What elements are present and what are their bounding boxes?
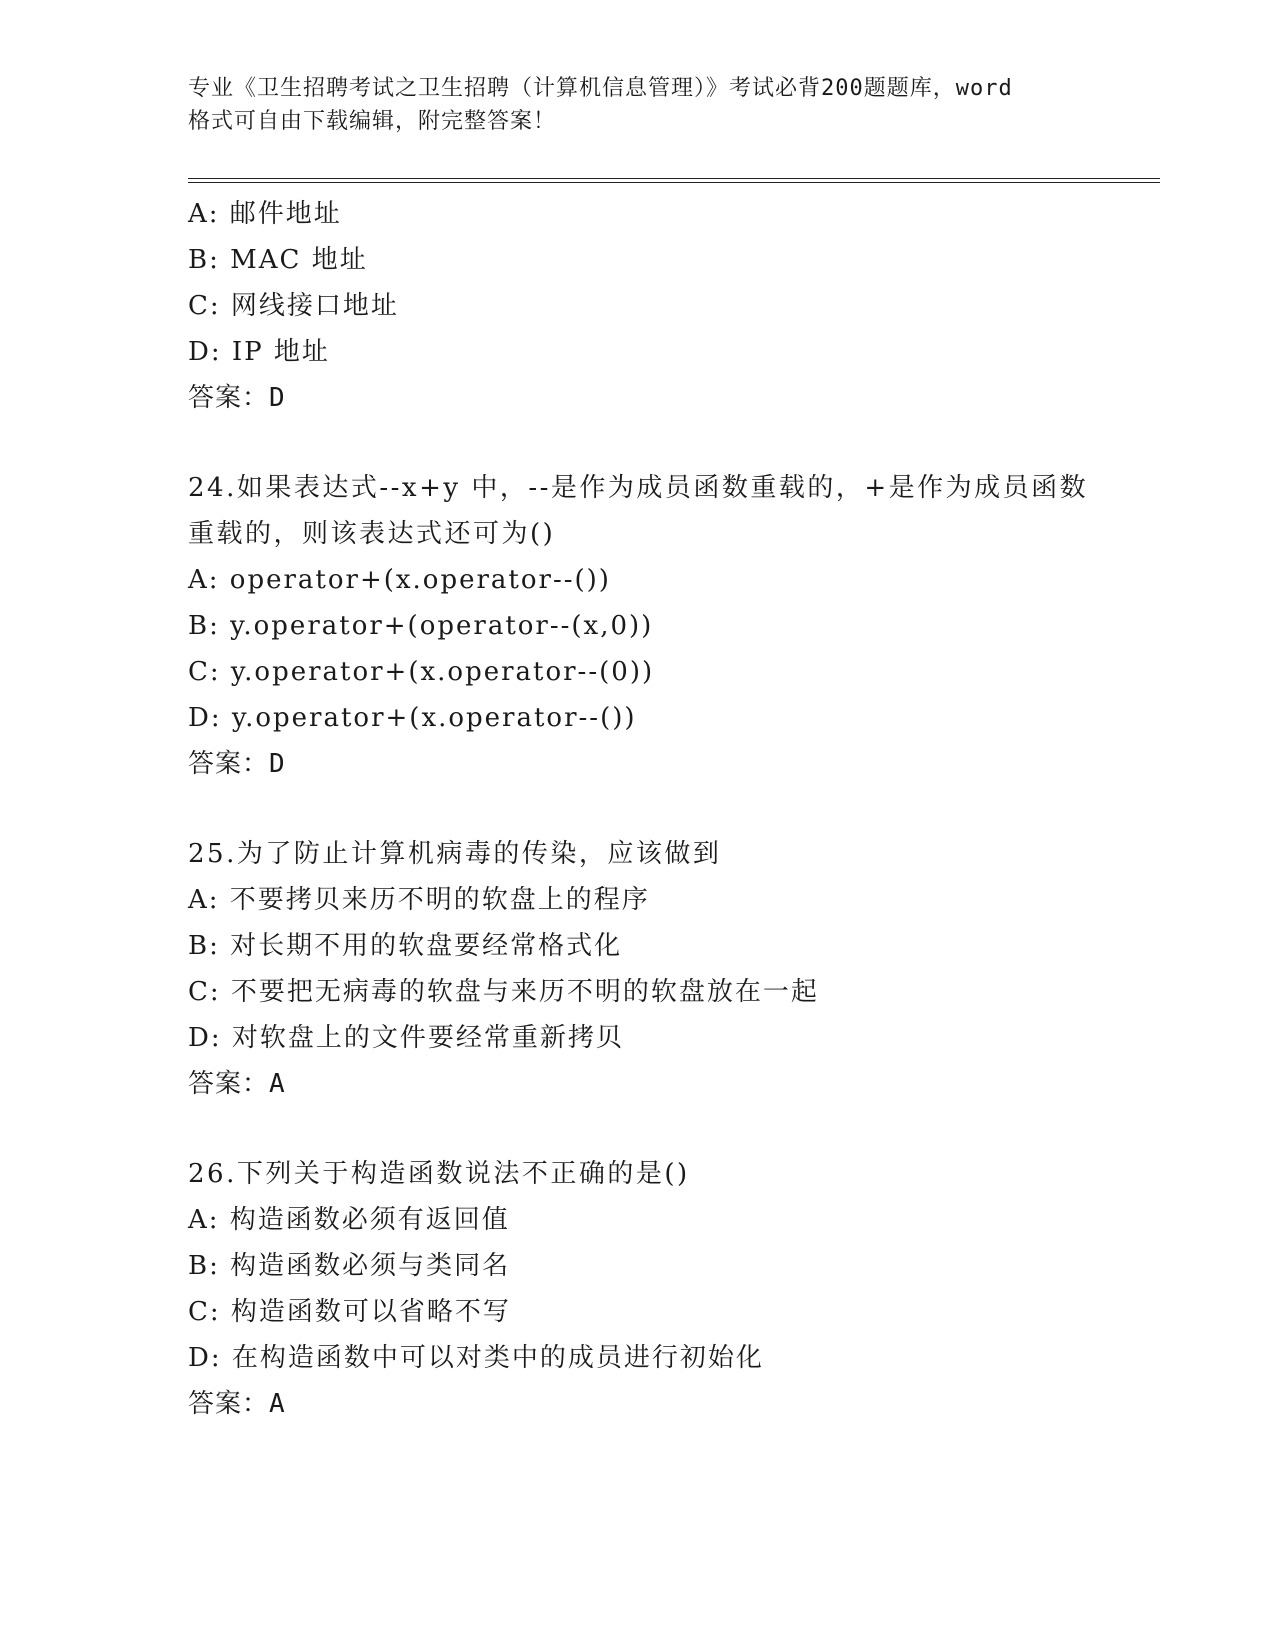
header-divider-bottom [188, 182, 1160, 183]
block-gap [188, 421, 1168, 465]
option-d: D: y.operator+(x.operator--()) [188, 703, 637, 733]
option-b: B: MAC 地址 [188, 245, 368, 275]
question-text-line-1: 25.为了防止计算机病毒的传染，应该做到 [188, 839, 722, 869]
answer-line: 答案：D [188, 383, 286, 413]
question-text-line-2: 重载的，则该表达式还可为() [188, 519, 556, 549]
option-a: A: 不要拷贝来历不明的软盘上的程序 [188, 885, 650, 915]
option-a: A: operator+(x.operator--()) [188, 565, 611, 595]
question-block-26 [188, 1151, 1168, 1427]
option-d: D: 对软盘上的文件要经常重新拷贝 [188, 1023, 624, 1053]
option-b: B: 构造函数必须与类同名 [188, 1251, 511, 1281]
question-text-line-1: 26.下列关于构造函数说法不正确的是() [188, 1159, 690, 1189]
header-title-line-2: 格式可自由下载编辑，附完整答案！ [188, 109, 557, 134]
option-c: C: 网线接口地址 [188, 291, 399, 321]
answer-line: 答案：A [188, 1389, 286, 1419]
option-b: B: y.operator+(operator--(x,0)) [188, 611, 654, 641]
block-gap [188, 1107, 1168, 1151]
question-block-25 [188, 831, 1168, 1107]
header-title-line-1: 专业《卫生招聘考试之卫生招聘（计算机信息管理）》考试必背200题题库，word [188, 76, 1013, 101]
header-divider-top [188, 178, 1160, 179]
question-block-23 [188, 191, 1168, 421]
question-text-line-1: 24.如果表达式--x+y 中，--是作为成员函数重载的，+是作为成员函数 [188, 473, 1089, 503]
question-list [188, 191, 1168, 1427]
option-b: B: 对长期不用的软盘要经常格式化 [188, 931, 623, 961]
option-d: D: IP 地址 [188, 337, 330, 367]
option-a: A: 构造函数必须有返回值 [188, 1205, 510, 1235]
question-block-24 [188, 465, 1168, 787]
block-gap [188, 787, 1168, 831]
answer-line: 答案：D [188, 749, 286, 779]
option-a: A: 邮件地址 [188, 199, 342, 229]
document-header [188, 72, 1088, 138]
option-c: C: 不要把无病毒的软盘与来历不明的软盘放在一起 [188, 977, 819, 1007]
option-c: C: 构造函数可以省略不写 [188, 1297, 511, 1327]
answer-line: 答案：A [188, 1069, 286, 1099]
option-c: C: y.operator+(x.operator--(0)) [188, 657, 655, 687]
option-d: D: 在构造函数中可以对类中的成员进行初始化 [188, 1343, 764, 1373]
